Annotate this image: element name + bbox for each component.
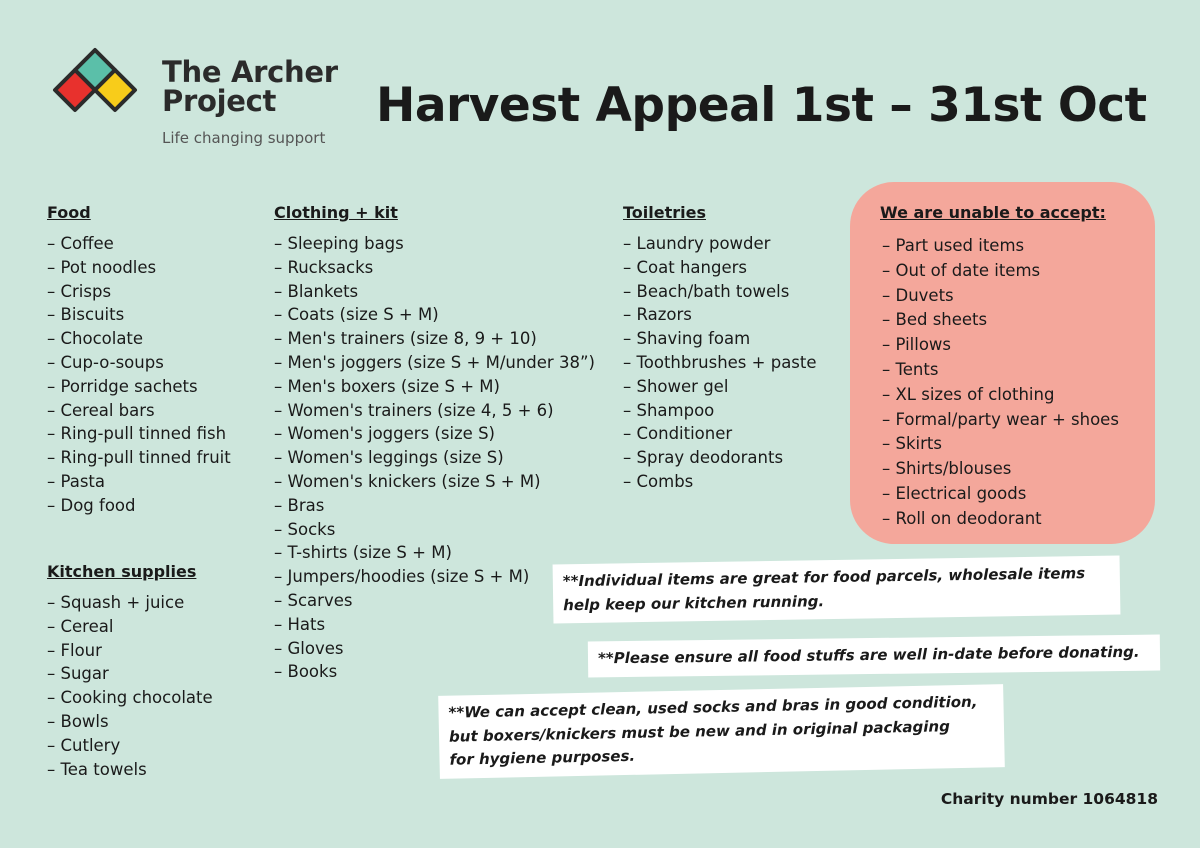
note-hygiene-line2: but boxers/knickers must be new and in original packaging — [448, 716, 951, 746]
food-item: – Crisps — [47, 280, 231, 304]
food-item: – Ring-pull tinned fish — [47, 422, 231, 446]
toiletries-item: – Shower gel — [623, 375, 817, 399]
toiletries-list — [623, 232, 817, 494]
note-food-parcels-line1: **Individual items are great for food parcels, wholesale items — [562, 564, 1086, 591]
kitchen-item: – Tea towels — [47, 758, 213, 782]
org-name — [162, 55, 338, 118]
food-item: – Pasta — [47, 470, 231, 494]
not-accepted-item: – Part used items — [882, 234, 1119, 259]
note-in-date-text: **Please ensure all food stuffs are well in-date before donating. — [597, 642, 1140, 668]
not-accepted-item: – Formal/party wear + shoes — [882, 408, 1119, 433]
charity-number: Charity number 1064818 — [940, 790, 1158, 808]
kitchen-item: – Squash + juice — [47, 591, 213, 615]
food-item: – Cereal bars — [47, 399, 231, 423]
toiletries-item: – Shampoo — [623, 399, 817, 423]
clothing-item: – Women's knickers (size S + M) — [274, 470, 595, 494]
clothing-item: – T-shirts (size S + M) — [274, 541, 595, 565]
toiletries-item: – Coat hangers — [623, 256, 817, 280]
not-accepted-item: – Pillows — [882, 333, 1119, 358]
toiletries-item: – Razors — [623, 303, 817, 327]
not-accepted-item: – Duvets — [882, 284, 1119, 309]
food-item: – Cup-o-soups — [47, 351, 231, 375]
clothing-item: – Hats — [274, 613, 595, 637]
kitchen-item: – Cooking chocolate — [47, 686, 213, 710]
page-title: Harvest Appeal 1st – 31st Oct — [376, 78, 1147, 133]
toiletries-item: – Shaving foam — [623, 327, 817, 351]
clothing-heading: Clothing + kit — [274, 203, 398, 222]
note-food-parcels — [553, 556, 1121, 624]
clothing-item: – Sleeping bags — [274, 232, 595, 256]
not-accepted-item: – Shirts/blouses — [882, 457, 1119, 482]
not-accepted-item: – Out of date items — [882, 259, 1119, 284]
food-list — [47, 232, 231, 518]
clothing-item: – Men's boxers (size S + M) — [274, 375, 595, 399]
food-item: – Ring-pull tinned fruit — [47, 446, 231, 470]
diamond-logo-icon — [40, 44, 148, 128]
toiletries-item: – Conditioner — [623, 422, 817, 446]
clothing-item: – Coats (size S + M) — [274, 303, 595, 327]
toiletries-heading: Toiletries — [623, 203, 706, 222]
food-item: – Chocolate — [47, 327, 231, 351]
org-name-line2: Project — [162, 84, 277, 118]
not-accepted-item: – Bed sheets — [882, 308, 1119, 333]
not-accepted-item: – Tents — [882, 358, 1119, 383]
kitchen-list — [47, 591, 213, 781]
food-item: – Biscuits — [47, 303, 231, 327]
food-heading: Food — [47, 203, 91, 222]
kitchen-item: – Cutlery — [47, 734, 213, 758]
toiletries-item: – Combs — [623, 470, 817, 494]
not-accepted-heading: We are unable to accept: — [880, 203, 1106, 222]
food-item: – Porridge sachets — [47, 375, 231, 399]
not-accepted-item: – Skirts — [882, 432, 1119, 457]
clothing-item: – Blankets — [274, 280, 595, 304]
clothing-item: – Women's trainers (size 4, 5 + 6) — [274, 399, 595, 423]
clothing-item: – Books — [274, 660, 595, 684]
toiletries-item: – Beach/bath towels — [623, 280, 817, 304]
toiletries-item: – Toothbrushes + paste — [623, 351, 817, 375]
not-accepted-box — [850, 182, 1155, 544]
not-accepted-item: – Roll on deodorant — [882, 507, 1119, 532]
toiletries-item: – Laundry powder — [623, 232, 817, 256]
clothing-list — [274, 232, 595, 684]
food-item: – Coffee — [47, 232, 231, 256]
not-accepted-list — [882, 234, 1119, 532]
food-item: – Dog food — [47, 494, 231, 518]
kitchen-item: – Cereal — [47, 615, 213, 639]
clothing-item: – Scarves — [274, 589, 595, 613]
org-tagline: Life changing support — [162, 129, 326, 147]
clothing-item: – Women's leggings (size S) — [274, 446, 595, 470]
kitchen-item: – Sugar — [47, 662, 213, 686]
note-food-parcels-line2: help keep our kitchen running. — [563, 591, 825, 614]
food-item: – Pot noodles — [47, 256, 231, 280]
clothing-item: – Socks — [274, 518, 595, 542]
org-logo — [40, 44, 350, 154]
clothing-item: – Women's joggers (size S) — [274, 422, 595, 446]
clothing-item: – Bras — [274, 494, 595, 518]
org-name-line1: The Archer — [162, 55, 338, 89]
kitchen-item: – Flour — [47, 639, 213, 663]
clothing-item: – Men's trainers (size 8, 9 + 10) — [274, 327, 595, 351]
clothing-item: – Men's joggers (size S + M/under 38”) — [274, 351, 595, 375]
note-hygiene-line3: for hygiene purposes. — [449, 746, 636, 769]
clothing-item: – Jumpers/hoodies (size S + M) — [274, 565, 595, 589]
not-accepted-item: – Electrical goods — [882, 482, 1119, 507]
kitchen-heading: Kitchen supplies — [47, 562, 197, 581]
clothing-item: – Rucksacks — [274, 256, 595, 280]
note-in-date — [588, 635, 1160, 677]
toiletries-item: – Spray deodorants — [623, 446, 817, 470]
note-hygiene-line1: **We can accept clean, used socks and bras in good condition, — [448, 692, 978, 722]
kitchen-item: – Bowls — [47, 710, 213, 734]
not-accepted-item: – XL sizes of clothing — [882, 383, 1119, 408]
clothing-item: – Gloves — [274, 637, 595, 661]
note-hygiene — [438, 684, 1005, 778]
